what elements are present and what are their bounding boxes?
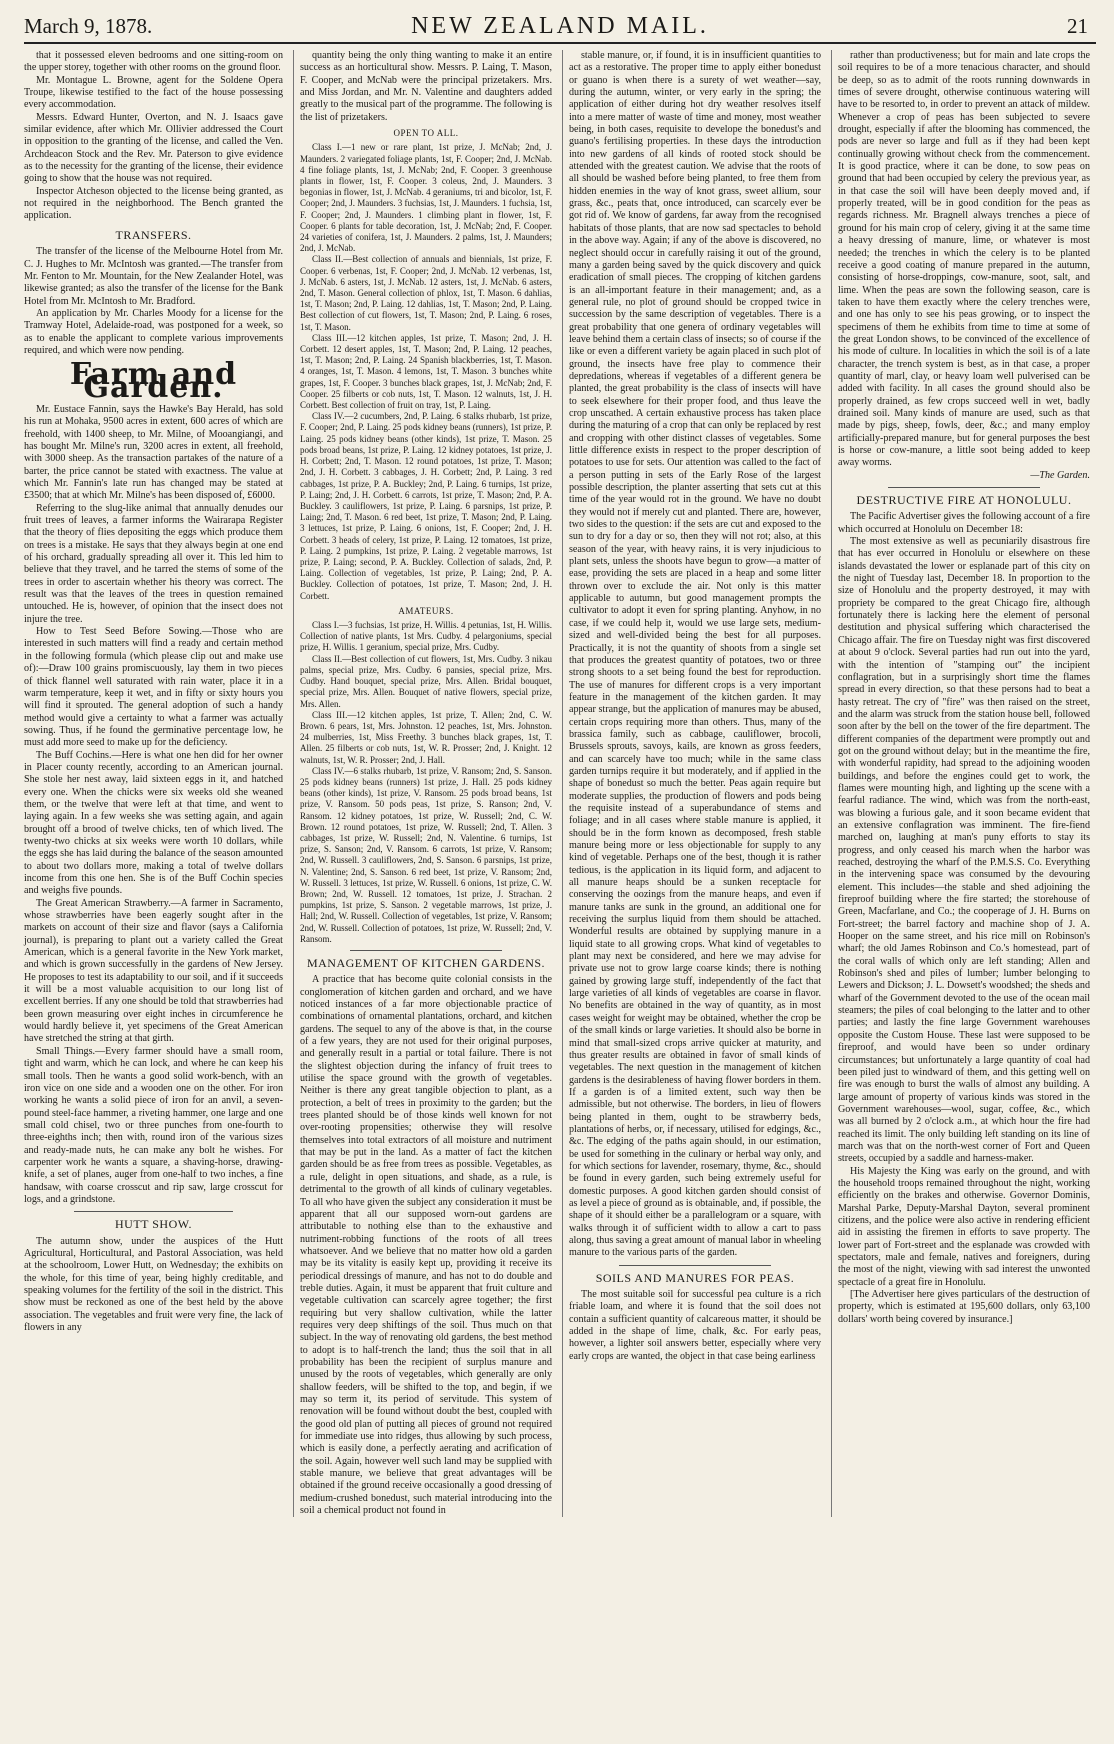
paragraph: The Pacific Advertiser gives the following account of a fire which occurred at Honolulu on December 18: (838, 511, 1090, 535)
prize-class: Class IV.—2 cucumbers, 2nd, P. Laing. 6 stalks rhubarb, 1st prize, F. Cooper; 2nd, P. Laing. 25 pods kidney beans (runners), 1st prize, P. Laing. 25 pods kidney beans (other kinds), 1st prize, T. Mason. 25 pods broad beans, 1st prize, P. Laing. 12 kidney potatoes, 1st prize, J. H. Corbett; 2nd, T. Mason. 12 round potatoes, 1st prize, T. Mason; 2nd, J. H. Corbett. 3 cabbages, J. H. Corbett; 2nd, P. Laing. 3 red cabbages, 1st prize, P. A. Buckley; 2nd, P. Laing. 6 turnips, 1st prize, P. Laing; 2nd, J. H. Corbett. 6 carrots, 1st prize, T. Mason; 2nd, P. A. Buckley. 3 cauliflowers, 1st prize, P. Laing. 6 parsnips, 1st prize, P. Laing; 2nd, T. Mason. 6 red beet, 1st prize, T. Mason; 2nd, P. Laing. 3 lettuces, 1st prize, P. Laing. 6 onions, 1st, F. Cooper; 2nd, J. H. Corbett. 3 heads of celery, 1st prize, P. Laing. 12 tomatoes, 1st prize, P. Laing. 2 pumpkins, 1st prize, P. Laing. 2 vegetable marrows, 1st prize, P. Laing; second, P. A. Buckley. Collection of salads, 2nd, P. Laing. Collection of vegetables, 1st prize, P. Laing; 2nd, P. A. Buckley. Collection of potatoes, 1st prize, T. Mason; 2nd, J. H. Corbett. (300, 411, 552, 601)
transfers-heading: TRANSFERS. (115, 227, 192, 242)
prize-class: Class III.—12 kitchen apples, 1st prize, T. Allen; 2nd, C. W. Brown. 6 pears, 1st, Mrs. Johnston. 12 peaches, 1st, Mrs. Johnston. 24 mulberries, 1st, Miss Freethy. 3 bunches black grapes, 1st, T. Allen. 25 filberts or cob nuts, 1st, W. R. Prosser; 2nd, J. Knight. 12 walnuts, 1st, W. R. Prosser; 2nd, J. Hall. (300, 709, 552, 765)
paragraph: Mr. Eustace Fannin, says the Hawke's Bay Herald, has sold his run at Mohaka, 9500 acres in extent, 600 acres of which are freehold, with 1400 sheep, to Mr. Milne, of Mooangiangi, and has bought Mr. Milne's run, 3200 acres in extent, all freehold, with 3000 sheep. As the transaction partakes of the nature of a barter, the price cannot be stated with exactness. The value at which Mr. Fannin's late run has changed may be stated at £3500; that at which Mr. Milne's has been disposed of, £6000. (24, 403, 283, 502)
columns (24, 50, 1096, 1517)
column-4 (831, 50, 1090, 1517)
paragraph: The autumn show, under the auspices of the Hutt Agricultural, Horticultural, and Pastoral Association, was held at the schoolroom, Lower Hutt, on Wednesday; the exhibits on the whole, for this time of year, being highly creditable, and speaking volumes for the fertility of the soil in the district. This show must be reckoned as one of the best held by the above association. The vegetables and fruit were very fine, the lack of flowers in any (24, 1235, 283, 1334)
paragraph: quantity being the only thing wanting to make it an entire success as an horticultural show. Messrs. P. Laing, T. Mason, F. Cooper, and McNab were the principal prizetakers. Mrs. and Miss Jordan, and Mr. N. Valentine and daughters added greatly to the musical part of the programme. The following is the list of prizetakers. (300, 50, 552, 123)
column-1 (24, 50, 283, 1517)
paragraph: that it possessed eleven bedrooms and one sitting-room on the upper storey, together with other rooms on the ground floor. (24, 50, 283, 74)
divider (619, 1265, 771, 1266)
amateurs-heading: AMATEURS. (398, 605, 454, 616)
prize-class: Class III.—12 kitchen apples, 1st prize, T. Mason; 2nd, J. H. Corbett. 12 desert apples, 1st, T. Mason; 2nd, P. Laing. 12 peaches, 1st, T. Mason; 2nd, P. Laing. 24 Spanish blackberries, 1st, T. Mason. 4 oranges, 1st, T. Mason. 4 lemons, 1st, T. Mason. 3 bunches white grapes, 1st, F. Cooper. 3 bunches black grapes, 1st, J. McNab; 2nd, F. Cooper. 25 filberts or cob nuts, 1st, T. Mason. 12 walnuts, 1st, J. H. Corbett. Best collection of fruit on tray, 1st, P. Laing. (300, 332, 552, 411)
prize-class: Class II.—Best collection of annuals and biennials, 1st prize, F. Cooper. 6 verbenas, 1st, F. Cooper; 2nd, J. McNab. 12 verbenas, 1st, J. McNab. 6 asters, 1st, J. McNab. 12 asters, 1st, J. McNab. 6 asters, 2nd, T. Mason. General collection of phlox, 1st, T. Mason. 6 dahlias, 1st, T. Mason; 2nd, P. Laing. 12 dahlias, 1st, T. Mason; 2nd, P. Laing. Best collection of cut flowers, 1st, T. Mason; 2nd, P. Laing. 6 roses, 1st, T. Mason. (300, 254, 552, 332)
paragraph: An application by Mr. Charles Moody for a license for the Tramway Hotel, Adelaide-road, was postponed for a week, so as to enable the applicant to complete various improvements required, and which were now pending. (24, 307, 283, 356)
paragraph: stable manure, or, if found, it is in insufficient quantities to act as a restorative. The proper time to apply either bonedust or guano is when there is a surety of wet weather—say, during the autumn, winter, or very early in the spring; the application of either during hot dry weather resolves itself into a mere matter of waste of time and money, most weather being, in both cases, requisite to develope the bonedust's and guano's fertilising properties. In these days the introduction into new gardens of all kinds of rooted stock should be attended with the greatest caution. We advise that the roots of all should be washed before being planted, to free them from hidden enemies in the way of knot grass, sweet allium, sour grass, &c., peats that, once introduced, can scarcely ever be got rid of. We know of gardens, far away from the recognised habitats of those plants, that are now sad spectacles to behold in the above way. Again; if any of the above is discovered, no neglect should occur in carefully raising it out of the ground, many a garden being saved by the quick discovery and quick eradication of small pieces. The cropping of kitchen gardens is an all-important feature in their management; and, as a general rule, no plot of ground should be cropped twice in succession by the same description of vegetables. There is a great probability that one genera of ordinary vegetables will leave behind them a certain class of insects; so of course if the like or even a different variety be again placed in such plot of ground, the insects have free play to commence their depredations, whereas if vegetables of a different genera be planted, the great probability is the class of insects will have to seek elsewhere for their proper food, and thus leave the crop unscathed. A certain exhaustive process has taken place during the maturing of a crop that can only be replaced by rest and cropping with other distinct classes of vegetables. Some little difference exists in respect to the proper description of potatoes to use for sets. Our attention was called to the fact of a person putting in sets of the Early Rose of the largest possible description, the planter asserting that sets cut at this time of the year would rot in the ground. We have no doubt they would not if merely cut and planted. There are, however, two sides to the question: if the sets are cut and exposed to the sun to dry for a day or so, then they will not rot; also, at this season of the year, with heavy rains, it is very injudicious to plant sets, unless the shoots have begun to grow—a matter of ease, providing the sets are placed in a heap and some litter thrown over to exclude the air. Not only is this matter applicable to autumn, but good management prompts the cultivator to adopt it even for spring planting. Anyhow, in no case, if we could help it, would we use large sets, medium-sized and well-divided being the best for all purposes. Practically, it is not the quantity of shoots from a single set that produces the greatest quantity of potatoes, two or three strong shoots to a set being found the best for reproduction. The use of manures for different crops is a very important feature in the management of the kitchen garden. It may appear strange, but the application of manures may be abused, certain crops requiring more than others. Thus, many of the brassica family, such as cabbage, cauliflower, brocoli, Brussels sprouts, savoys, kails, are known as gross feeders, and can scarcely have too much; while in the same class garden turnips require it but moderately, and if applied in the shape of bonedust so much the better. Peas again require but moderate supplies, the production of flowers and pods being the requisite instead of a superabundance of stems and foliage; and in all cases where stable manure is applied, it should be in the form known as decomposed, fresh stable manure being more or less objectionable for supply to any kind of vegetable. Perhaps one of the best, though it is rather tedious, is the application in its liquid form, and adjacent to all manure heaps should be a sunken receptacle for conserving the oozings from the manure heaps, and even if manure tanks are sunk in the ground, an additional one for receiving the surplus liquid from them should be attached. Wonderful results are obtained by supplying manure in a liquid state to all growing crops. What kind of vegetables to plant may next be considered, and here we may advise for private use not to grow large coarse kinds; there is nothing gained by growing large stuff, independently of the fact that large varieties of all kinds of vegetables are coarse in flavor. No benefits are obtained in the way of quantity, as in most cases weight for weight may be obtained, whether the crop be of the small kinds or large varieties. It should also be borne in mind that small-sized crops arrive quicker at maturity, and thus greater results are obtained in favor of small kinds of vegetables. The next question in the management of kitchen gardens is the desirableness of having flower borders in them. If a garden is of a limited extent, such way then be admissible, but not otherwise. The borders, in lieu of flowers being planted in them, ought to be strawberry beds, plantations of herbs, or, if necessary, utilised for edgings, &c., &c. The edging of the paths again should, in our estimation, be used for something in the culinary or herbal way only, and for which sections for lavender, rosemary, thyme, &c., should be found in every garden, such being extremely useful for domestic purposes. A good kitchen garden should consist of as level a piece of ground as is obtainable, and, if possible, the shape of it should either be a parallelogram or a square, with walks through it of sufficient width to allow a cart to pass along, thus saving a great amount of manual labor in wheeling manure to the various parts of the garden. (569, 50, 821, 1259)
masthead (24, 12, 1096, 44)
source-attribution: —The Garden. (1030, 469, 1090, 481)
open-to-all-heading: OPEN TO ALL. (393, 128, 459, 139)
paragraph: The most suitable soil for successful pea culture is a rich friable loam, and where it is found that the soil does not contain a sufficient quantity of calcareous matter, it should be added in the shape of lime, chalk, &c. For early peas, however, a lighter soil answers better, especially where very early crops are wanted, the object in that case being earliness (569, 1289, 821, 1362)
prize-class: Class II.—Best collection of cut flowers, 1st, Mrs. Cudby. 3 nikau palms, special prize, Mrs. Cudby. 6 pansies, special prize, Mrs. Cudby. Hand bouquet, special prize, Mrs. Allen. Bridal bouquet, special prize, Mrs. Allen. Bouquet of native flowers, special prize, Mrs. Allen. (300, 653, 552, 709)
issue-date: March 9, 1878. (24, 14, 153, 38)
paragraph: The most extensive as well as pecuniarily disastrous fire that has ever occurred in Honolulu or elsewhere on these islands devastated the lower or esplanade part of this city on the night of Tuesday last, December 18. In proportion to the size of Honolulu and the property destroyed, it may with propriety be compared to the great Chicago fire, although fortunately there is lacking here the element of personal destitution and physical suffering which characterised the Chicago affair. The fire on Tuesday night was first discovered at about 9 o'clock. Several parties had run out into the yard, with the intention of "stamping out" the incipient conflagration, but in a surprisingly short time the flames spread in every direction, so that these persons had to beat a hasty retreat. The cry of "fire" was then raised on the street, and the alarm was struck from the station house bell, followed soon after by the bell on the tower of the fire department. The different companies of the department were promptly out and got on the ground without delay; but in the meantime the fire, with wonderful rapidity, had spread to the adjoining wooden buildings, and before the engines could get to work, the flames were mounting high, and lighting up the scene with a fearful radiance. The wind, which was from the north-east, was blowing a furious gale, and it soon became evident that an extensive conflagration was imminent. The fire-fiend marched on, laughing at man's puny efforts to stay its progress, and only ceased his march when the harbor was reached, destroying the wharf of the P.M.S.S. Co. Everything in the intervening space was consumed by the devouring element. This includes—the stable and shed adjoining the fireproof building where the fire started; the storehouse of Green, Macfarlane, and Co.; the cooperage of J. H. Burns on Fort-street; the barrel factory and machine shop of J. A. Hooper on the same street, and his rice mill on Robinson's wharf; the old James Robinson and Co.'s homestead, part of the coral walls of which only are left standing; Allen and Robinson's shed and piles of lumber; lumber belonging to Lewers and Dickson; J. L. Dowsett's woodshed; the sheds and wharf of the Government devoted to the use of the ocean mail steamers; the piles of coal belonging to the latter and to other parties; and lastly the fine large Government warehouses opposite the Custom House. These last were supposed to be fireproof, and would have been so under ordinary circumstances; but unfortunately a large quantity of coal had been piled just to windward of them, and this getting well on fire was enough to burst the walls of almost any building. A large amount of property of various kinds was stored in the Government warehouses—wool, sugar, coffee, &c., which was all burned by 2 o'clock a.m., at which hour the fire had reached its limit. The only building left standing on its line of march was that on the north-west corner of Fort and Queen streets, occupied by a saddle and harness-maker. (838, 536, 1090, 1165)
soils-manures-heading: SOILS AND MANURES FOR PEAS. (595, 1270, 795, 1285)
prize-class: Class I.—3 fuchsias, 1st prize, H. Willis. 4 petunias, 1st, H. Willis. Collection of native plants, 1st Mrs. Cudby. 4 pelargoniums, special prize, H. Willis. 1 geranium, special prize, Mrs. Cudby. (300, 620, 552, 653)
paragraph: The Great American Strawberry.—A farmer in Sacramento, whose strawberries have been eagerly sought after in the markets on account of their size and flavor (says a California journal), is preparing to plant out a variety called the Great American, which is a general favorite in the New York market, and which is grown successfully in the gardens of New Jersey. He proposes to test its adaptability to our soil, and if it succeeds it will be a most valuable acquisition to our long list of excellent berries. If any one should be told that strawberries had been grown measuring over eight inches in circumference he would hardly believe it, yet specimens of the Great American have stretched the string at that girth. (24, 897, 283, 1045)
paragraph: Small Things.—Every farmer should have a small room, tight and warm, which he can lock, and where he can keep his small tools. Then he wants a good solid work-bench, with an iron vice on one side and a wooden one on the other. For iron working he wants a solid piece of iron for an anvil, a seven-pound steel-face hammer, a riveting hammer, one large and one small cold chisel, two or three punches from one-fourth to three-eighths inch; then with, round iron of the various sizes and ready-made nuts, he can make any bolt he wishes. For carpenter work he wants a square, a shaving-horse, drawing-knife, a set of planes, auger from one-half to two inches, a fine handsaw, with coarse crosscut and rip saw, large crosscut for logs, and a grindstone. (24, 1045, 283, 1205)
hutt-show-heading: HUTT SHOW. (114, 1217, 192, 1232)
section-title-farm-and-garden: Farm and Garden. (69, 357, 238, 405)
prize-list-open (300, 142, 552, 601)
prize-list-amateurs (300, 620, 552, 945)
honolulu-fire-heading: DESTRUCTIVE FIRE AT HONOLULU. (856, 493, 1072, 508)
prize-class: Class I.—1 new or rare plant, 1st prize, J. McNab; 2nd, J. Maunders. 2 variegated foliage plants, 1st, F. Cooper; 2nd, J. McNab. 4 fine foliage plants, 1st, J. McNab; 2nd, F. Cooper. 3 greenhouse plants in flower, 1st, F. Cooper. 3 coleus, 2nd, J. Maunders. 3 begonias in flower, 1st, J. McNab. 4 geraniums, tri and bicolor, 1st, F. Cooper; 2nd, J. Maunders. 3 fuchsias, 1st, J. Maunders. 1 fuchsia, 1st, F. Cooper; 2nd, J. Maunders. 1 climbing plant in flower, 1st, F. Cooper. 6 plants for table decoration, 1st, J. McNab; 2nd, F. Cooper. 24 varieties of conifera, 1st, J. Maunders. 2 palms, 1st, J. Maunders; 2nd, J. McNab. (300, 142, 552, 254)
divider (74, 1211, 233, 1212)
newspaper-title: NEW ZEALAND MAIL. (411, 13, 709, 39)
page-number: 21 (1067, 14, 1088, 38)
prize-class: Class IV.—6 stalks rhubarb, 1st prize, V. Ransom; 2nd, S. Sanson. 25 pods kidney beans (runners) 1st prize, J. Hall. 25 pods kidney beans (other kinds), 1st prize, V. Ransom. 25 pods broad beans, 1st prize, V. Ransom. 50 pods peas, 1st prize, S. Ranson; 2nd, V. Ransom. 12 kidney potatoes, 1st prize, W. Russell; 2nd, C. W. Brown. 12 round potatoes, 1st prize, W. Russell; 2nd, T. Allen. 3 cabbages, 1st prize, W. Russell; 2nd, N. Valentine. 6 turnips, 1st prize, S. Sanson; 2nd, V. Ransom. 6 carrots, 1st prize, V. Ransom; 2nd, W. Russell. 3 cauliflowers, 2nd, S. Sanson. 6 parsnips, 1st prize, N. Valentine; 2nd, S. Sanson. 6 red beet, 1st prize, V. Ransom; 2nd, W. Russell. 3 lettuces, 1st prize, W. Russell. 6 onions, 1st prize, C. W. Brown; 2nd, W. Russell. 12 tomatoes, 1st prize, J. Strachan. 2 pumpkins, 1st prize, S. Sanson. 2 vegetable marrows, 1st prize, J. Hall; 2nd, W. Russell. Collection of vegetables, 1st prize, V. Ransom; 2nd, W. Russell. Collection of potatoes, 1st prize, W. Russell; 2nd, V. Ransom. (300, 765, 552, 944)
paragraph: Referring to the slug-like animal that annually denudes our fruit trees of leaves, a farmer informs the Wairarapa Register that the theory of flies depositing the eggs which produce them on trees is a mistake. He says that they always begin at one end of his orchard, gradually spreading all over it. This led him to believe that they travel, and he tarred the stems of some of the trees in order to ascertain whether his theory was correct. The result was that the leaves of the trees in question remained untouched. He is, however, of opinion that the insect does not injure the tree. (24, 502, 283, 625)
paragraph: The transfer of the license of the Melbourne Hotel from Mr. C. J. Hughes to Mr. McIntosh was granted.—The transfer from Mr. Fenton to Mr. Mountain, for the New Zealander Hotel, was likewise granted; as also the transfer of the license for the Bank Hotel from Mr. McIntosh to Mr. Bradford. (24, 246, 283, 307)
column-3 (562, 50, 821, 1517)
divider (350, 950, 502, 951)
paragraph: His Majesty the King was early on the ground, and with the household troops remained throughout the night, working efficiently on the brakes and otherwise. Governor Dominis, Marshal Parke, Deputy-Marshal Dayton, several prominent citizens, and the police were also active in rendering efficient aid in assisting the firemen in efforts to save property. The lower part of Fort-street and the esplanade was crowded with spectators, male and female, natives and foreigners, during the most of the night, viewing with sad interest the unwonted spectacle of a great fire in Honolulu. (838, 1165, 1090, 1288)
paragraph: A practice that has become quite colonial consists in the conglomeration of kitchen garden and orchard, and we have noticed instances of a far more objectionable practice of combinations of ornamental plantations, orchard, and kitchen gardens. The sequel to any of the above is that, in the course of a few years, they are not used for their original purposes, and generally result in a partial or total failure. There is not the slightest objection during the infancy of fruit trees to utilise the space ground with the growth of vegetables. Neither is there any great tangible objection to plant, as a protection, a belt of trees in proximity to the garden; but the trees planted should be of those kinds well known for not over-rooting propensities; otherwise they will resolve themselves into total extractors of all moisture and nutriment that may be put in the land. As a matter of fact the kitchen garden should be as free from trees as possible. Vegetables, as a rule, delight in open situations, and shade, as a rule, is detrimental to the growth of all kinds of culinary vegetables. To all who have given the subject any consideration it must be apparent that all our supposed worn-out gardens are attributable to nothing else than to the exhaustive and nutriment-robbing functions of the roots of all trees whatsoever. And we believe that no matter how old a garden may be its vitality is easily kept up, providing it receive its periodical dressings of manure, and has not to do double and treble duties. Again, it must be apparent that fruit culture and vegetable cultivation can scarcely agree together; the first requiring but very shallow cultivation, while the latter requires very deep shiftings of the soil. Thus much on that subject. In the way of renovating old gardens, the best method to adopt is to half-trench the land; thus the soil that in all probability has been the recipient of surplus manure and unused by the roots of vegetables, which generally are only shallow feeders, will be shifted to the top, and begin, if we may so term it, its period of servitude. This system of renovation will be found without doubt the best, coupled with the good old plan of putting all pieces of ground not required for immediate use into ridges, thus allowing by such process, which is easily done, a perfectly aerating and acrification of the soil. Again, however well such land may be supplied with stable manure, we believe that great advantages will be obtained if the ground receive occasionally a good dressing of medium-crushed bonedust, such material introducing into the soil a chemical product not found in (300, 974, 552, 1517)
paragraph: How to Test Seed Before Sowing.—Those who are interested in such matters will find a ready and certain method in the following formula (which please clip out and make use of):—Draw 100 grains promiscuously, lay them in two pieces of thick flannel well saturated with rain water, place it in a warm temperature, keep it wet, and in fifty or sixty hours you will find it sprouted. The general adoption of such a handy method would give a certainty to what a farmer was actually sowing. Thus, if he found the germinative percentage low, he must add more seed to make up for the deficiency. (24, 626, 283, 749)
paragraph: Inspector Atcheson objected to the license being granted, as not required in the neighborhood. The Bench granted the application. (24, 185, 283, 222)
column-2 (293, 50, 552, 1517)
paragraph: Messrs. Edward Hunter, Overton, and N. J. Isaacs gave similar evidence, after which Mr. Ollivier addressed the Court in opposition to the granting of the license, and called the Ven. Archdeacon Stock and the Rev. Mr. Paterson to give evidence as to the necessity for the granting of the license, their evidence going to show that the house was not required. (24, 111, 283, 185)
paragraph: The Buff Cochins.—Here is what one hen did for her owner in Placer county recently, according to an American journal. She stole her nest away, laid sixteen eggs in it, and hatched every one. When the chicks were six weeks old she weaned them, or the twelve that were left at that time, and went to laying again. In a few weeks she was setting again, and again brought off a brood of twelve chicks, ten of which lived. The twenty-two chicks at six weeks were worth 10 dollars, while the eggs she has laid during the balance of the season amounted to about two dollars more, making a total of twelve dollars income from this one hen. She is of the Buff Cochin species and weighs five pounds. (24, 749, 283, 897)
divider (888, 487, 1040, 488)
paragraph: Mr. Montague L. Browne, agent for the Soldene Opera Troupe, likewise testified to the fact of the house possessing every accommodation. (24, 74, 283, 111)
kitchen-gardens-heading: MANAGEMENT OF KITCHEN GARDENS. (306, 955, 546, 970)
paragraph: [The Advertiser here gives particulars of the destruction of property, which is estimated at 195,600 dollars, only 63,100 dollars' worth being covered by insurance.] (838, 1289, 1090, 1325)
paragraph: rather than productiveness; but for main and late crops the soil requires to be of a more tenacious character, and should be deep, so as to admit of the roots running downwards in times of severe drought, otherwise continuous watering will have to be resorted to, in order to prevent an attack of mildew. Whenever a crop of peas has been subjected to severe drought, especially if after the blooming has commenced, the pods are never so large and full as if they had been kept continually growing without check from the commencement. It is good practice, where it can be done, to sow peas on ground that had been occupied by celery the previous year, as in that case the soil will have been deeply moved and, if properly treated, will be in good condition for the peas as regards richness. Mr. Bragnell always trenches a piece of ground for his main crop of celery, giving it at the same time a heavy dressing of manure, lime, or whatever is most needed; the trenches in which the celery is to be planted receive a good coating of manure prepared in the autumn, consisting of horse-droppings, cow-manure, soot, salt, and lime. When the peas are sown the following season, care is taken to have them exactly where the celery trenches were, and one has only to see his peas growing, or to inspect the specimens of them he exhibits from time to time at some of the great London shows, to be convinced of the excellence of his mode of culture. In localities in which the soil is of a late character, the trench system is best, as in that case, a proper quantity of marl, clay, or heavy loam well pulverised can be added with facility. In all cases the ground should also be properly drained, as few crops succeed well in wet, badly drained soil. Many kinds of manure are used, such as that made by pigs, sheep, fowls, deer, &c.; and many employ artificially-prepared manure, but for general purposes the best is horse or cow-manure, a little soot being added to keep away worms. (838, 50, 1090, 469)
